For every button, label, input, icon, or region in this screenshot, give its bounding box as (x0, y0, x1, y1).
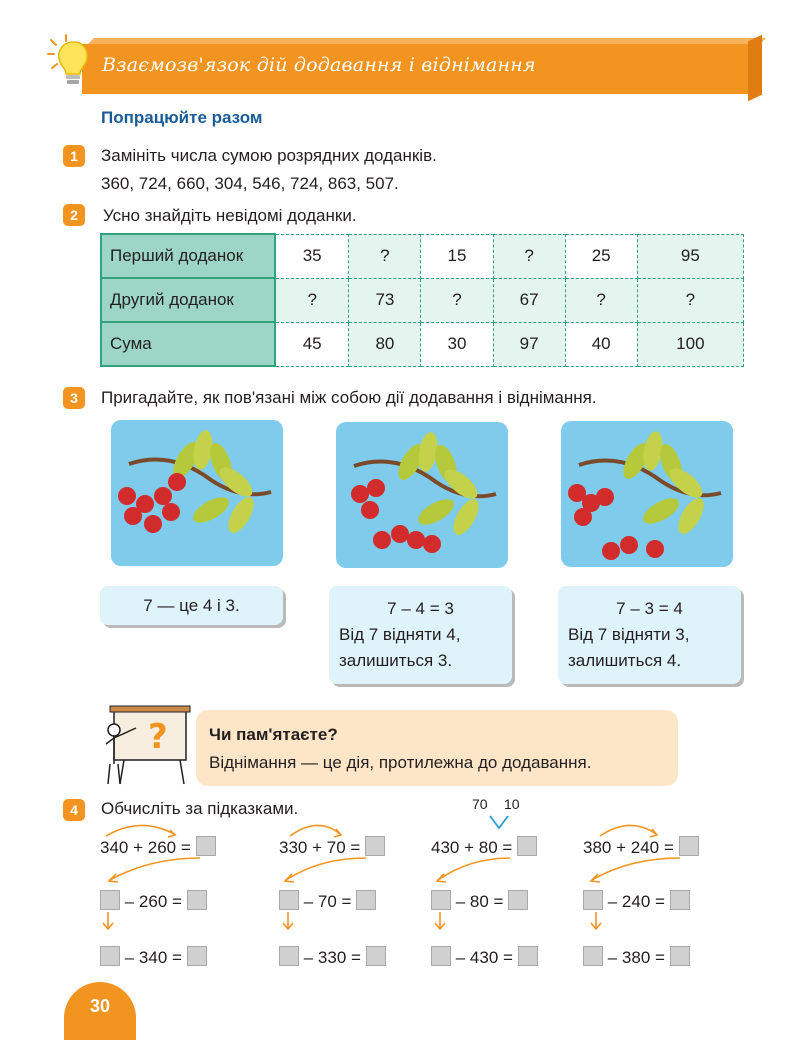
answer-box[interactable] (431, 946, 451, 966)
table-cell: 100 (637, 322, 743, 366)
info-box (329, 586, 512, 684)
task3-text: Пригадайте, як пов'язані між собою дії додавання і віднімання. (101, 388, 597, 407)
hint-number: 10 (504, 796, 520, 812)
expression (100, 946, 207, 968)
task4-text: Обчисліть за підказками. (101, 799, 299, 818)
table-row (101, 322, 744, 366)
answer-box[interactable] (366, 946, 386, 966)
answer-box[interactable] (196, 836, 216, 856)
row-header: Перший доданок (101, 234, 275, 278)
expression-text: 340 + 260 = (100, 838, 191, 857)
info-box-line: Від 7 відняти 4, (339, 625, 461, 644)
answer-box[interactable] (518, 946, 538, 966)
expression-text: – 330 = (303, 948, 361, 967)
hint-number: 70 (472, 796, 488, 812)
task1-text: Замініть числа сумою розрядних доданків. (101, 146, 437, 165)
teacher-board-icon (100, 704, 194, 788)
answer-box[interactable] (100, 946, 120, 966)
answer-box[interactable] (508, 890, 528, 910)
table-row (101, 234, 744, 278)
svg-text:?: ? (148, 717, 168, 757)
table-cell: 25 (565, 234, 637, 278)
info-box-line: 7 – 3 = 4 (616, 599, 683, 618)
expression-text: 380 + 240 = (583, 838, 674, 857)
row-header: Другий доданок (101, 278, 275, 322)
expression (279, 890, 376, 912)
table-cell: 15 (421, 234, 493, 278)
table-cell: 45 (275, 322, 349, 366)
table-cell: 67 (493, 278, 565, 322)
info-box (100, 586, 283, 625)
info-box-line: залишиться 4. (568, 651, 682, 670)
table-cell: 35 (275, 234, 349, 278)
expression (100, 890, 207, 912)
expression (100, 836, 216, 858)
info-box-line: залишиться 3. (339, 651, 453, 670)
table-cell: ? (493, 234, 565, 278)
table-cell: 95 (637, 234, 743, 278)
remember-box (196, 710, 678, 786)
info-box-line: 7 — це 4 і 3. (143, 596, 240, 615)
table-cell: ? (637, 278, 743, 322)
answer-box[interactable] (583, 890, 603, 910)
task-number-badge: 4 (63, 799, 85, 821)
expression-text: – 80 = (455, 892, 504, 911)
info-box-line: 7 – 4 = 3 (387, 599, 454, 618)
table-cell: ? (421, 278, 493, 322)
answer-box[interactable] (670, 890, 690, 910)
answer-box[interactable] (670, 946, 690, 966)
expression-text: – 260 = (124, 892, 182, 911)
answer-box[interactable] (356, 890, 376, 910)
answer-box[interactable] (583, 946, 603, 966)
expression-text: – 70 = (303, 892, 352, 911)
answer-box[interactable] (517, 836, 537, 856)
banner-end-face (748, 35, 762, 102)
expression (583, 946, 690, 968)
task1-numbers: 360, 724, 660, 304, 546, 724, 863, 507. (101, 174, 399, 193)
expression (583, 890, 690, 912)
remember-text: Віднімання — це дія, протилежна до додавання. (209, 753, 592, 772)
answer-box[interactable] (279, 890, 299, 910)
expression (279, 836, 385, 858)
remember-title: Чи пам'ятаєте? (209, 725, 338, 744)
table-cell: ? (349, 234, 421, 278)
section-subheading: Попрацюйте разом (101, 108, 263, 127)
expression-text: – 240 = (607, 892, 665, 911)
answer-box[interactable] (365, 836, 385, 856)
rowan-berries-picture (111, 420, 283, 566)
answer-box[interactable] (100, 890, 120, 910)
answer-box[interactable] (279, 946, 299, 966)
table-cell: 30 (421, 322, 493, 366)
table-cell: 97 (493, 322, 565, 366)
table-row (101, 278, 744, 322)
answer-box[interactable] (187, 946, 207, 966)
table-cell: 80 (349, 322, 421, 366)
expression (431, 946, 538, 968)
table-cell: ? (565, 278, 637, 322)
expression-text: – 340 = (124, 948, 182, 967)
task2-text: Усно знайдіть невідомі доданки. (103, 206, 357, 225)
expression-text: – 430 = (455, 948, 513, 967)
page-title: Взаємозв'язок дій додавання і віднімання (102, 54, 536, 76)
expression-text: 430 + 80 = (431, 838, 513, 857)
expression (431, 836, 537, 858)
task-number-badge: 1 (63, 145, 85, 167)
expression (583, 836, 699, 858)
row-header: Сума (101, 322, 275, 366)
expression-text: 330 + 70 = (279, 838, 361, 857)
page-number: 30 (64, 982, 136, 1040)
answer-box[interactable] (431, 890, 451, 910)
table-cell: ? (275, 278, 349, 322)
rowan-berries-picture (336, 422, 508, 568)
expression (279, 946, 386, 968)
answer-box[interactable] (679, 836, 699, 856)
expression-text: – 380 = (607, 948, 665, 967)
table-cell: 40 (565, 322, 637, 366)
task-number-badge: 2 (63, 204, 85, 226)
answer-box[interactable] (187, 890, 207, 910)
expression (431, 890, 528, 912)
table-cell: 73 (349, 278, 421, 322)
info-box-line: Від 7 відняти 3, (568, 625, 690, 644)
task-number-badge: 3 (63, 387, 85, 409)
info-box (558, 586, 741, 684)
lightbulb-icon (44, 34, 94, 90)
rowan-berries-picture (561, 421, 733, 567)
addends-table (100, 233, 744, 367)
